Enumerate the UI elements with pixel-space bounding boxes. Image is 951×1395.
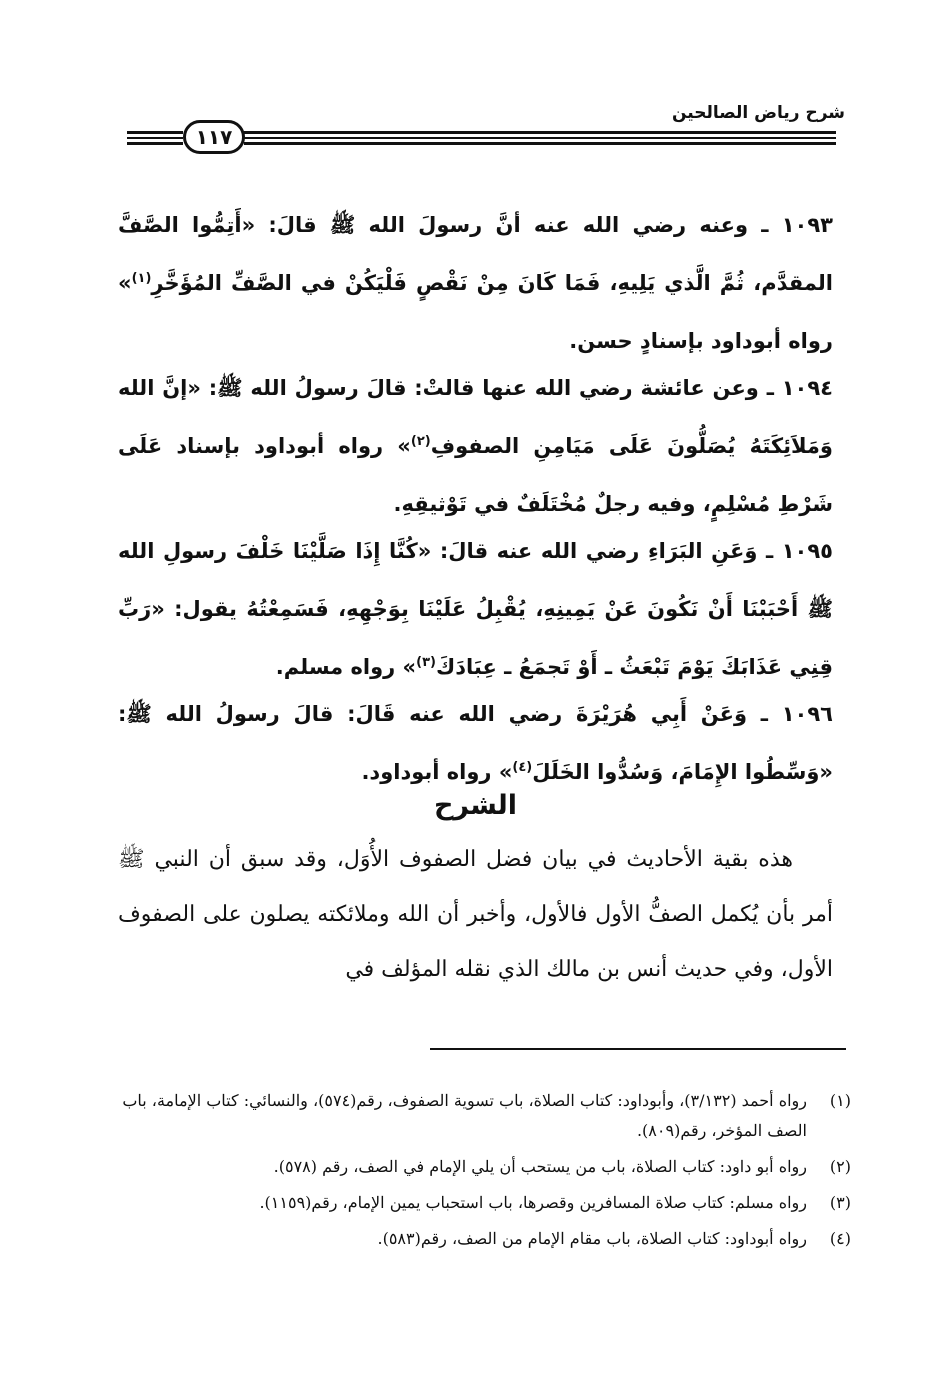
header-rule xyxy=(127,137,183,139)
hadith-1096 xyxy=(118,685,833,801)
footnote-separator xyxy=(430,1048,846,1050)
hadith-1095 xyxy=(118,522,833,696)
footnote-item xyxy=(111,1086,851,1146)
header-rule xyxy=(244,131,836,134)
hadith-source: » رواه أبوداود بإسنادٍ حسن. xyxy=(118,271,833,353)
header-rule xyxy=(127,131,183,134)
footnote-number: (٤) xyxy=(829,1229,851,1248)
page-number xyxy=(183,120,245,154)
footnote-item xyxy=(111,1152,851,1182)
hadith-text: ١٠٩٦ ـ وَعَنْ أَبِي هُرَيْرَةَ رضي الله عنه قَالَ: قالَ رسولُ الله ﷺ: «وَسِّطُوا الإِمَامَ، وَسُدُّوا الخَلَلَ xyxy=(118,702,833,784)
footnote-marker[interactable]: (٣) xyxy=(416,655,436,670)
header-rule xyxy=(127,142,183,145)
footnote-text: رواه أبو داود: كتاب الصلاة، باب من يستحب أن يلي الإمام في الصف، رقم (٥٧٨). xyxy=(273,1157,807,1176)
footnote-number: (٣) xyxy=(829,1193,851,1212)
hadith-text: ١٠٩٤ ـ وعن عائشة رضي الله عنها قالتْ: قالَ رسولُ الله ﷺ: «إنَّ الله وَمَلاَئِكَتَهُ يُصَلُّونَ عَلَى مَيَامِنِ الصفوفِ xyxy=(118,376,833,458)
footnote-marker[interactable]: (١) xyxy=(131,271,152,286)
header-rule xyxy=(244,137,836,139)
footnote-number: (١) xyxy=(829,1091,851,1110)
footnote-marker[interactable]: (٤) xyxy=(512,760,533,775)
running-header-title: شرح رياض الصالحين xyxy=(671,103,845,123)
section-heading: الشرح xyxy=(433,790,518,821)
footnote-number: (٢) xyxy=(829,1157,851,1176)
footnote-item xyxy=(111,1188,851,1218)
header-rule xyxy=(244,142,836,145)
footnote-text: رواه أبوداود: كتاب الصلاة، باب مقام الإمام من الصف، رقم(٥٨٣). xyxy=(377,1229,807,1248)
footnote-marker[interactable]: (٢) xyxy=(410,434,431,449)
footnote-item xyxy=(111,1224,851,1254)
hadith-text: ١٠٩٣ ـ وعنه رضي الله عنه أنَّ رسولَ الله ﷺ قالَ: «أَتِمُّوا الصَّفَّ المقدَّم، ثُمَّ الَّذي يَلِيهِ، فَمَا كَانَ مِنْ نَقْصٍ فَلْيَكُنْ في الصَّفِّ المُؤَخَّرِ xyxy=(118,213,833,295)
hadith-1094 xyxy=(118,359,833,533)
page-number-text: ١١٧ xyxy=(195,125,233,149)
hadith-source: » رواه مسلم. xyxy=(275,655,417,679)
footnote-text: رواه مسلم: كتاب صلاة المسافرين وقصرها، باب استحباب يمين الإمام، رقم(١١٥٩). xyxy=(259,1193,807,1212)
hadith-source: » رواه أبوداود. xyxy=(361,760,513,784)
commentary-paragraph: هذه بقية الأحاديث في بيان فضل الصفوف الأُوَل، وقد سبق أن النبي ﷺ أمر بأن يُكمل الصفُّ الأول فالأول، وأخبر أن الله وملائكته يصلون على الصفوف الأول، وفي حديث أنس بن مالك الذي نقله المؤلف في xyxy=(118,847,833,982)
hadith-source: » رواه أبوداود بإسناد عَلَى شَرْطِ مُسْلِمٍ، وفيه رجلٌ مُخْتَلَفٌ في تَوْثيقِهِ. xyxy=(118,434,833,516)
footnotes xyxy=(111,1086,851,1260)
footnote-text: رواه أحمد (٣/١٣٢)، وأبوداود: كتاب الصلاة، باب تسوية الصفوف، رقم(٥٧٤)، والنسائي: كتاب الإمامة، باب الصف المؤخر، رقم(٨٠٩). xyxy=(122,1091,807,1140)
hadith-1093 xyxy=(118,196,833,370)
hadith-text: ١٠٩٥ ـ وَعَنِ البَرَاءِ رضي الله عنه قالَ: «كُنَّا إِذَا صَلَّيْنَا خَلْفَ رسولِ الله ﷺ أَحْبَبْنَا أَنْ نَكُونَ عَنْ يَمِينِهِ، يُقْبِلُ عَلَيْنَا بِوَجْهِهِ، فَسَمِعْتُهُ يقول: «رَبِّ قِنِي عَذَابَكَ يَوْمَ تَبْعَثُ ـ أَوْ تَجمَعُ ـ عِبَادَكَ xyxy=(118,539,833,679)
